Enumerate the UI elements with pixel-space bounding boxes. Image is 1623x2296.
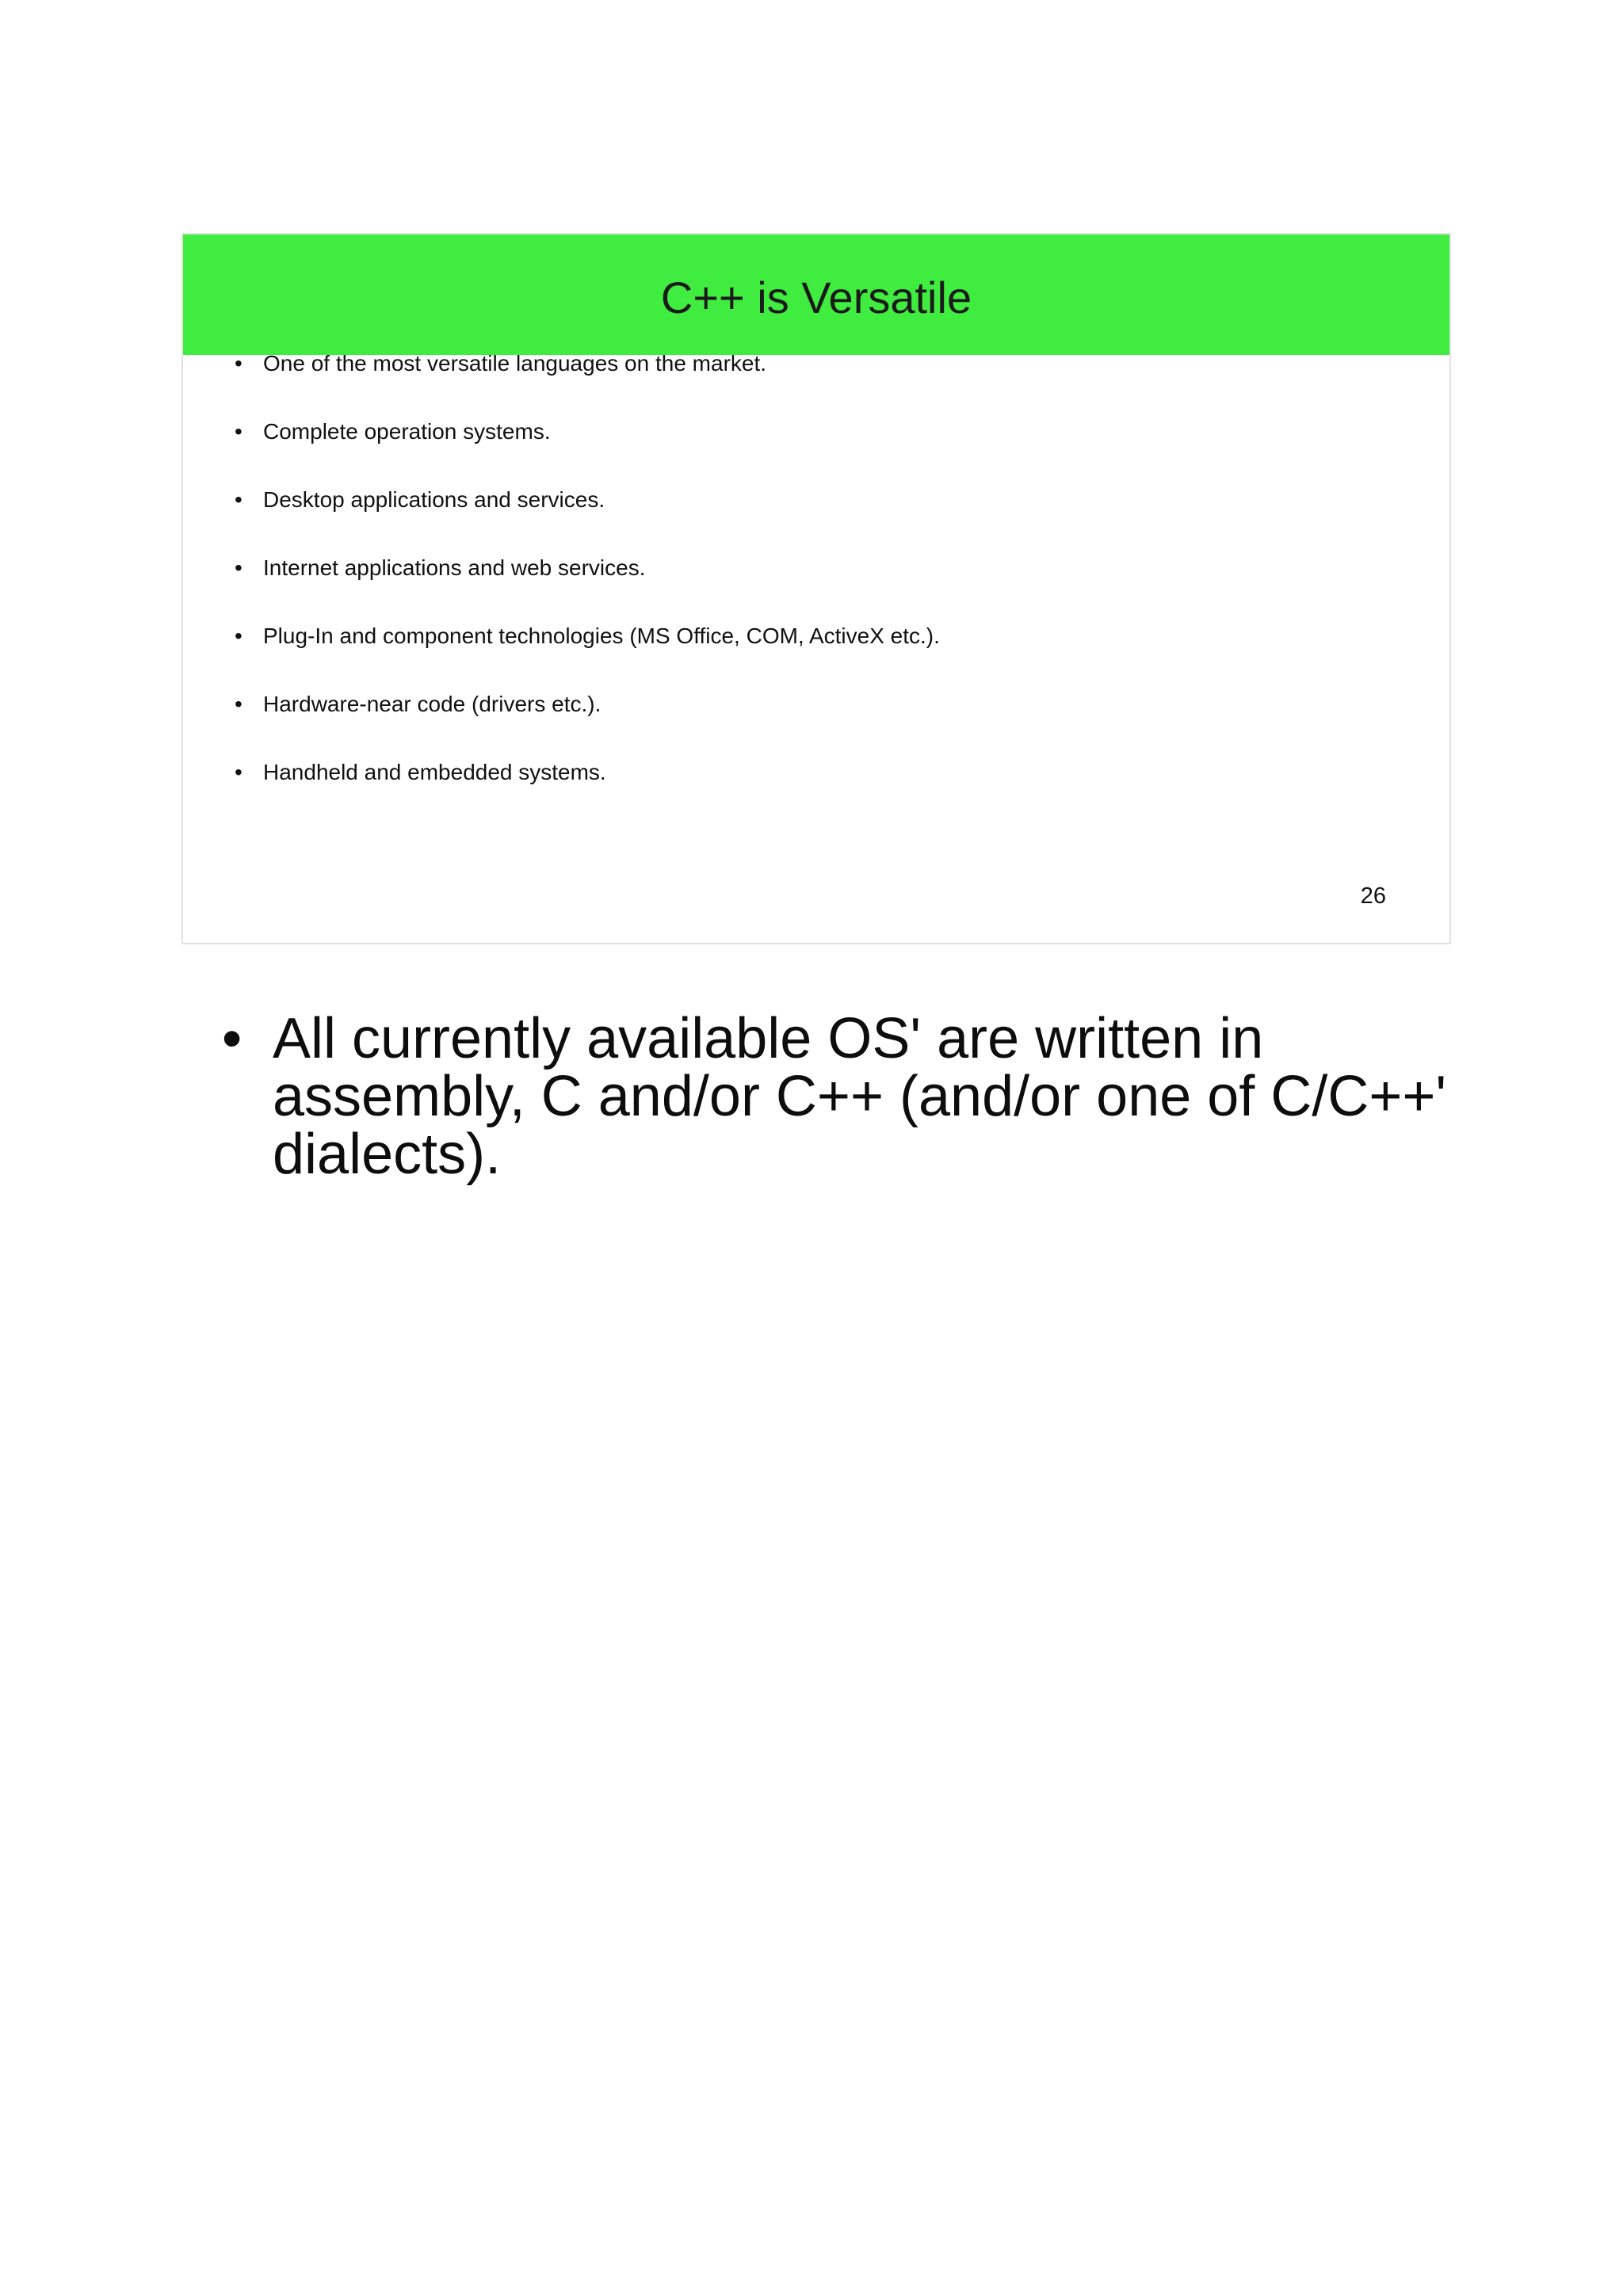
note-bullet-icon: • bbox=[222, 1007, 242, 1070]
bullet-text: Internet applications and web services. bbox=[263, 555, 646, 580]
slide-page-number: 26 bbox=[1360, 883, 1386, 909]
bullet-icon: • bbox=[235, 624, 242, 648]
bullet-text: Plug-In and component technologies (MS Office, COM, ActiveX etc.). bbox=[263, 624, 940, 648]
bullet-icon: • bbox=[235, 487, 242, 512]
bullet-icon: • bbox=[235, 760, 242, 784]
bullet-icon: • bbox=[235, 351, 242, 376]
slide-header-bar bbox=[183, 235, 1449, 355]
bullet-icon: • bbox=[235, 555, 242, 580]
slide-title: C++ is Versatile bbox=[660, 273, 972, 322]
bullet-text: Hardware-near code (drivers etc.). bbox=[263, 692, 601, 716]
bullet-icon: • bbox=[235, 692, 242, 716]
bullet-text: One of the most versatile languages on the market. bbox=[263, 351, 767, 376]
note-text: All currently available OS' are written in assembly, C and/or C++ (and/or one of C/C++' dialects). bbox=[273, 1007, 1447, 1186]
bullet-icon: • bbox=[235, 419, 242, 444]
bullet-text: Complete operation systems. bbox=[263, 419, 551, 444]
slide bbox=[181, 233, 1451, 944]
bullet-text: Handheld and embedded systems. bbox=[263, 760, 606, 784]
bullet-text: Desktop applications and services. bbox=[263, 487, 605, 512]
